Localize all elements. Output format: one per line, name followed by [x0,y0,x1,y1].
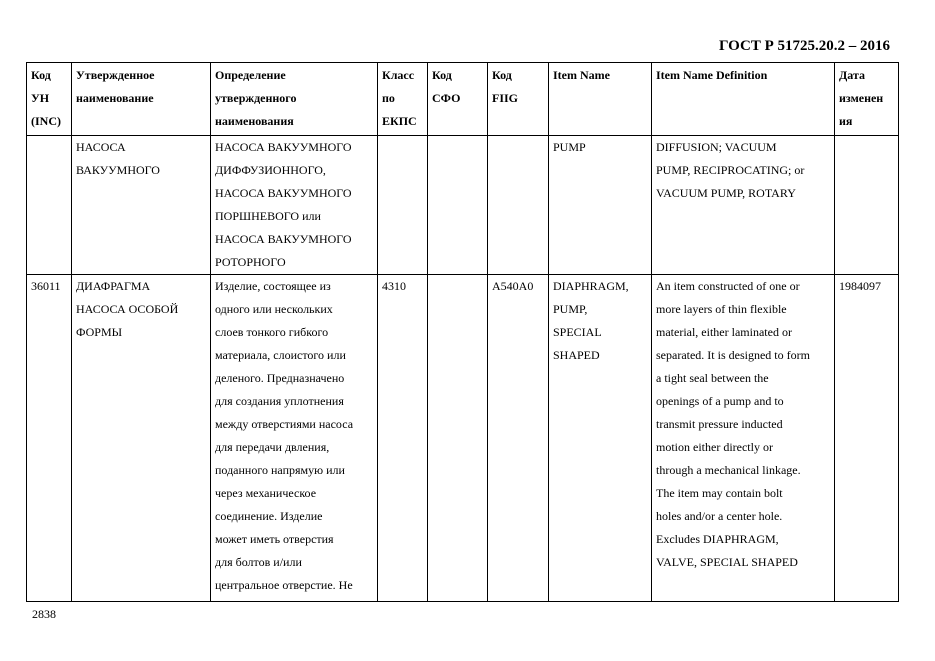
cell-text-line: для создания уплотнения [215,394,344,408]
cell-text-line: DIFFUSION; VACUUM [656,140,777,154]
cell-text-line: Excludes DIAPHRAGM, [656,532,779,546]
cell-class [378,275,428,602]
cell-text-line: 4310 [382,279,406,293]
cell-text-line: НАСОСА ВАКУУМНОГО [215,140,352,154]
cell-text-line: ФОРМЫ [76,325,123,339]
cell-text-line: through a mechanical linkage. [656,463,801,477]
cell-text-line: ПОРШНЕВОГО или [215,209,321,223]
cell-text-line: material, either laminated or [656,325,792,339]
cell-text-line: more layers of thin flexible [656,302,787,316]
cell-text-line: a tight seal between the [656,371,769,385]
cell-text-line: НАСОСА ОСОБОЙ [76,302,179,316]
page-number: 2838 [32,607,56,621]
cell-text-line: ДИАФРАГМА [76,279,151,293]
cell-text-line: материала, слоистого или [215,348,346,362]
cell-text-line: НАСОСА ВАКУУМНОГО [215,232,352,246]
header-text-line: (INC) [31,114,61,128]
cell-text-line: для передачи двления, [215,440,330,454]
cell-text-line: PUMP [553,140,586,154]
cell-text-line: 36011 [31,279,61,293]
header-text-line: Код [432,68,452,82]
cell-text-line: между отверстиями насоса [215,417,354,431]
cell-text-line: holes and/or a center hole. [656,509,783,523]
cell-class [378,136,428,275]
cell-text-line: A540A0 [492,279,534,293]
cell-text-line: одного или нескольких [215,302,333,316]
cell-text-line: SPECIAL [553,325,602,339]
table-row [27,275,899,602]
header-text-line: наименования [215,114,294,128]
cell-sfo [428,136,488,275]
cell-text-line: VACUUM PUMP, ROTARY [656,186,796,200]
cell-text-line: для болтов и/или [215,555,302,569]
cell-text-line: деленого. Предназначено [215,371,345,385]
table-header-row [27,63,899,136]
cell-item-name [549,275,652,602]
header-text-line: Утвержденное [76,68,155,82]
cell-text-line: transmit pressure inducted [656,417,783,431]
header-text-line: ЕКПС [382,114,417,128]
cell-item-name [549,136,652,275]
cell-item-definition [652,275,835,602]
header-text-line: Код [31,68,51,82]
cell-date [835,275,899,602]
standard-designation: ГОСТ Р 51725.20.2 – 2016 [718,38,890,54]
cell-text-line: ВАКУУМНОГО [76,163,160,177]
header-text-line: утвержденного [215,91,297,105]
cell-text-line: ДИФФУЗИОННОГО, [215,163,326,177]
cell-text-line: An item constructed of one or [656,279,800,293]
header-text-line: Определение [215,68,286,82]
cell-text-line: DIAPHRAGM, [553,279,629,293]
column-header-item-name [549,63,652,136]
header-text-line: FIIG [492,91,519,105]
cell-date [835,136,899,275]
cell-name-ru [72,136,211,275]
column-header-sfo [428,63,488,136]
column-header-date [835,63,899,136]
cell-fiig [488,136,549,275]
header-text-line: по [382,91,395,105]
header-text-line: Item Name Definition [656,68,768,82]
classification-table [26,62,899,602]
cell-text-line: центральное отверстие. Не [215,578,353,592]
cell-text-line: separated. It is designed to form [656,348,810,362]
header-text-line: наименование [76,91,154,105]
cell-text-line: PUMP, [553,302,588,316]
cell-text-line: поданного напрямую или [215,463,345,477]
cell-definition-ru [211,275,378,602]
column-header-item-definition [652,63,835,136]
cell-text-line: слоев тонкого гибкого [215,325,329,339]
cell-text-line: через механическое [215,486,317,500]
cell-text-line: VALVE, SPECIAL SHAPED [656,555,798,569]
header-text-line: Item Name [553,68,610,82]
column-header-inc [27,63,72,136]
header-text-line: Дата [839,68,865,82]
cell-text-line: 1984097 [839,279,881,293]
cell-name-ru [72,275,211,602]
header-text-line: ия [839,114,853,128]
header-text-line: СФО [432,91,461,105]
column-header-definition-ru [211,63,378,136]
cell-text-line: openings of a pump and to [656,394,784,408]
cell-inc [27,136,72,275]
cell-text-line: motion either directly or [656,440,773,454]
cell-text-line: НАСОСА ВАКУУМНОГО [215,186,352,200]
header-text-line: УН [31,91,50,105]
header-text-line: Код [492,68,512,82]
column-header-class [378,63,428,136]
cell-text-line: соединение. Изделие [215,509,323,523]
cell-text-line: НАСОСА [76,140,126,154]
cell-text-line: Изделие, состоящее из [215,279,331,293]
header-text-line: Класс [382,68,415,82]
table-row [27,136,899,275]
cell-text-line: может иметь отверстия [215,532,334,546]
cell-fiig [488,275,549,602]
cell-text-line: SHAPED [553,348,600,362]
cell-item-definition [652,136,835,275]
header-text-line: изменен [839,91,884,105]
cell-text-line: The item may contain bolt [656,486,783,500]
cell-inc [27,275,72,602]
cell-sfo [428,275,488,602]
cell-text-line: РОТОРНОГО [215,255,286,269]
column-header-fiig [488,63,549,136]
column-header-name-ru [72,63,211,136]
cell-definition-ru [211,136,378,275]
cell-text-line: PUMP, RECIPROCATING; or [656,163,805,177]
